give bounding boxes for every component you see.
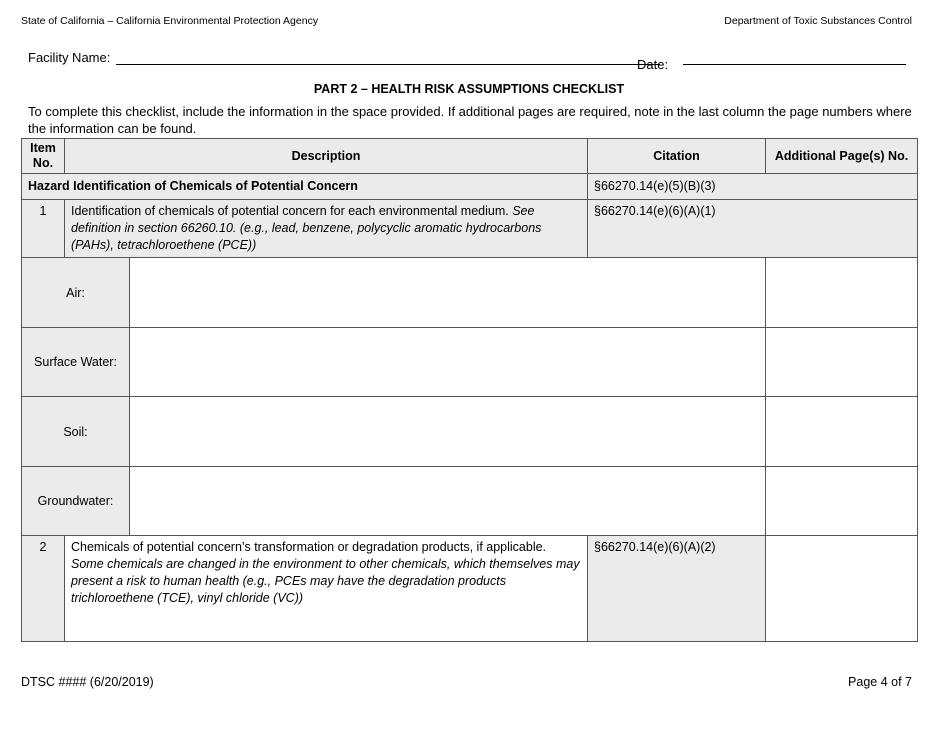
media-row-groundwater: [22, 467, 918, 536]
department-header: Department of Toxic Substances Control: [724, 15, 912, 27]
instructions-text: To complete this checklist, include the information in the space provided. If additional pages are required, note in the last column the page numbers where the information can be found.: [28, 104, 912, 136]
item-citation: §66270.14(e)(6)(A)(2): [588, 536, 766, 642]
media-response-field[interactable]: [130, 328, 766, 397]
item-description-text: Chemicals of potential concern’s transformation or degradation products, if applicable.: [71, 540, 547, 554]
checklist-table: [21, 138, 918, 642]
section-row: [22, 174, 918, 200]
item-number: 1: [22, 200, 65, 258]
table-row: [22, 200, 918, 258]
media-row-surface-water: [22, 328, 918, 397]
date-field[interactable]: [683, 64, 906, 65]
media-pages-field[interactable]: [766, 467, 918, 536]
item-description: [65, 200, 588, 258]
media-pages-field[interactable]: [766, 328, 918, 397]
media-row-air: [22, 258, 918, 328]
page-title: PART 2 – HEALTH RISK ASSUMPTIONS CHECKLIST: [313, 82, 625, 96]
media-label: Soil:: [22, 397, 130, 467]
media-pages-field[interactable]: [766, 258, 918, 328]
media-response-field[interactable]: [130, 467, 766, 536]
item-description-note: Some chemicals are changed in the environment to other chemicals, which themselves may present a risk to human health (e.g., PCEs may have the degradation products trichloroethene (TCE), vinyl chloride (VC)): [71, 557, 580, 605]
table-header-row: [22, 139, 918, 174]
media-label: Groundwater:: [22, 467, 130, 536]
citation-header: Citation: [588, 139, 766, 174]
agency-header: State of California – California Environmental Protection Agency: [21, 15, 319, 27]
additional-pages-field[interactable]: [766, 536, 918, 642]
media-label: Air:: [22, 258, 130, 328]
item-description: [65, 536, 588, 642]
media-pages-field[interactable]: [766, 397, 918, 467]
item-no-header: Item No.: [22, 139, 65, 174]
section-title: Hazard Identification of Chemicals of Potential Concern: [22, 174, 588, 200]
form-id: DTSC #### (6/20/2019): [21, 675, 154, 689]
section-citation: §66270.14(e)(5)(B)(3): [588, 174, 918, 200]
item-citation: §66270.14(e)(6)(A)(1): [588, 200, 918, 258]
facility-row: [28, 48, 908, 72]
media-row-soil: [22, 397, 918, 467]
media-response-field[interactable]: [130, 258, 766, 328]
additional-pages-header: Additional Page(s) No.: [766, 139, 918, 174]
media-label: Surface Water:: [22, 328, 130, 397]
description-header: Description: [65, 139, 588, 174]
facility-name-field[interactable]: [116, 64, 660, 65]
item-description-note: See definition in section 66260.10. (e.g., lead, benzene, polycyclic aromatic hydrocarbons (PAHs), tetrachloroethene (PCE)): [71, 204, 542, 252]
item-description-text: Identification of chemicals of potential concern for each environmental medium.: [71, 204, 509, 218]
date-label: Date:: [637, 57, 669, 72]
page-number: Page 4 of 7: [848, 675, 912, 689]
table-row: [22, 536, 918, 642]
facility-name-label: Facility Name:: [28, 50, 111, 65]
media-response-field[interactable]: [130, 397, 766, 467]
item-number: 2: [22, 536, 65, 642]
